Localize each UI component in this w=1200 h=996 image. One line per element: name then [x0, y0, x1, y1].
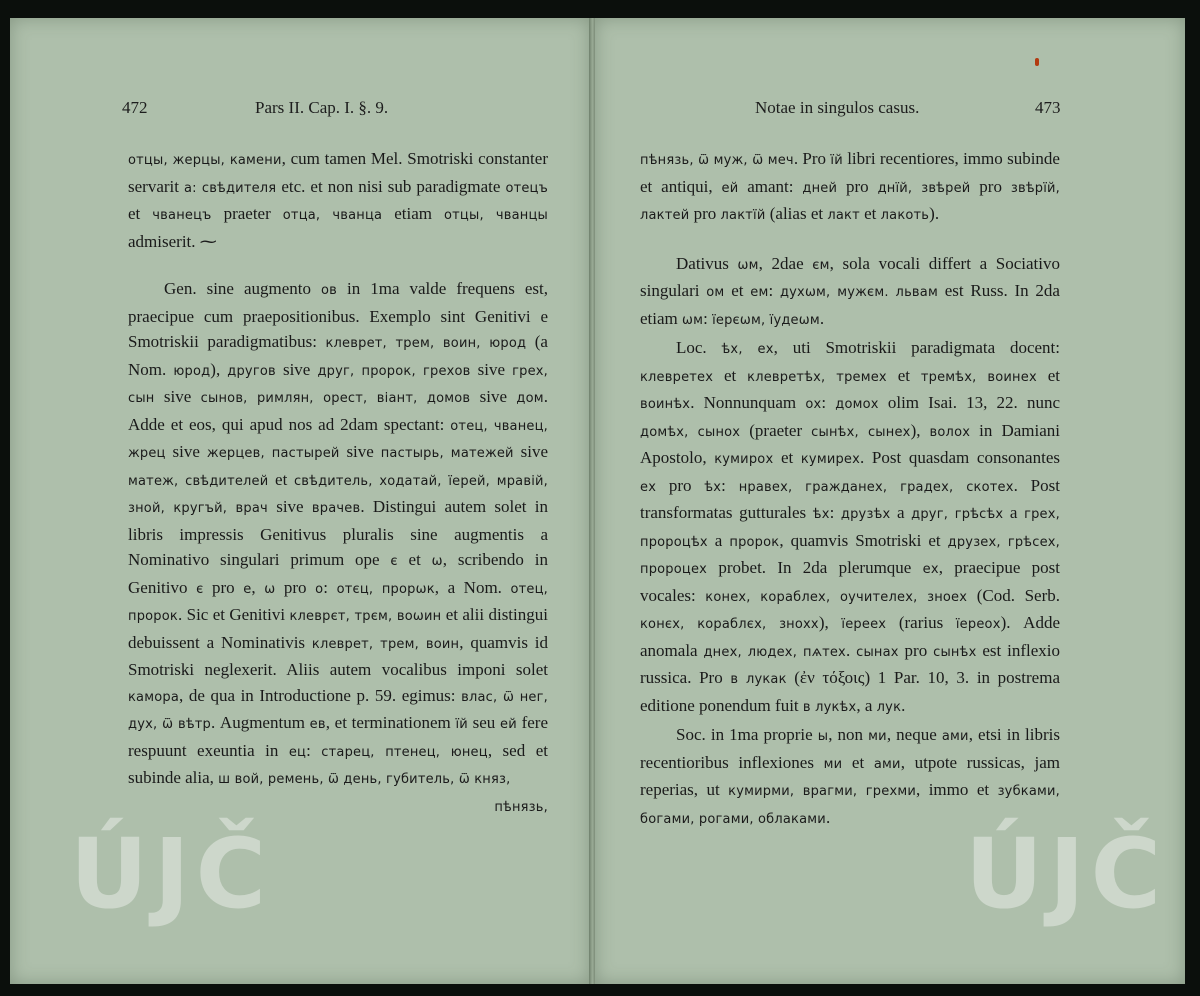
slavonic-text: ш вой, ремень, ѿ день, губитель, ѿ княз, — [218, 772, 511, 787]
latin-text: sive — [165, 442, 207, 461]
slavonic-text: клеврет, трем, воин, юрод — [325, 336, 527, 351]
slavonic-text: дней — [802, 180, 838, 196]
latin-text: ), — [910, 420, 930, 440]
slavonic-text: ец — [288, 744, 307, 760]
latin-text: sive — [275, 359, 318, 379]
latin-text: et — [842, 752, 874, 772]
latin-text: , etsi in libris recentioribus inflexiones — [640, 725, 1061, 772]
slavonic-text: є — [196, 581, 204, 597]
latin-text: pro — [837, 176, 878, 196]
right-paragraph — [640, 251, 1060, 334]
slavonic-text: жерцев, пастырей — [206, 446, 340, 461]
latin-text: : — [306, 740, 322, 760]
latin-text: ), — [818, 613, 842, 632]
latin-text: , uti Smotriskii paradigmata docent: — [773, 338, 1060, 357]
slavonic-text: ѣх — [704, 479, 722, 495]
latin-text: a — [707, 530, 730, 550]
slavonic-text: юрод — [173, 363, 211, 379]
slavonic-text: пѣнязь, ѿ муж, ѿ меч — [640, 153, 794, 168]
slavonic-text: ами — [941, 729, 969, 744]
slavonic-text: влас, ѿ нег, дух, ѿ вѣтр — [128, 689, 548, 732]
slavonic-text: конєх, кораблєх, знохх — [640, 617, 819, 632]
latin-text: fere respuunt exeuntia in — [128, 713, 548, 760]
running-head-right: Notae in singulos casus. — [755, 98, 920, 117]
latin-text: (praeter — [740, 420, 812, 440]
slavonic-text: лакт — [827, 208, 860, 223]
slavonic-text: ех — [640, 479, 657, 495]
slavonic-text: конех, кораблех, оучителех, зноех — [705, 589, 968, 605]
latin-text: : — [703, 308, 713, 328]
watermark-left: ÚJČ — [70, 818, 273, 930]
page-number-left: 472 — [122, 98, 148, 117]
latin-text: : — [721, 475, 739, 495]
slavonic-text: е — [243, 581, 252, 597]
slavonic-text: є — [390, 554, 398, 569]
left-paragraph — [128, 146, 548, 254]
slavonic-text: в лукак — [730, 672, 787, 687]
latin-text: pro — [898, 640, 934, 660]
latin-text: (ἐν τόξοις) 1 Par. 10, 3. in postrema editione ponendum fuit — [640, 668, 1060, 715]
latin-text: in Damiani Apostolo, — [640, 420, 1060, 467]
latin-text: . Post transformatas gutturales — [640, 475, 1060, 522]
latin-text: pro — [203, 577, 244, 597]
latin-text: . — [825, 807, 831, 827]
latin-text: : — [768, 281, 780, 300]
latin-text: pro — [656, 475, 705, 495]
latin-text: sive — [470, 359, 513, 379]
slavonic-text: камора — [128, 689, 179, 705]
slavonic-text: дом — [516, 391, 544, 406]
slavonic-text: отцы, чванцы — [444, 208, 548, 223]
slavonic-text: ѡм — [682, 312, 704, 328]
page-number-right: 473 — [1035, 98, 1061, 117]
slavonic-text: друзех, грѣсех, пророцех — [640, 534, 1061, 577]
left-page-body — [128, 146, 548, 820]
slavonic-text: тремѣх, воинех — [920, 369, 1037, 385]
slavonic-text: клеврет, трем, воин — [311, 636, 460, 652]
latin-text: praeter — [211, 204, 283, 223]
latin-text: in 1ma valde frequens est, praecipue cum praepositionibus. Exemplo sint Genitivi e Smotriskii paradigmatibus: — [128, 279, 548, 351]
slavonic-text: отец, пророк — [128, 581, 548, 624]
latin-text: pro — [275, 577, 316, 597]
slavonic-text: о — [315, 581, 324, 597]
slavonic-text: домѣх, сынох — [640, 424, 741, 440]
slavonic-text: днїй, звѣрей — [877, 180, 971, 196]
latin-text: , de qua in Introductione p. 59. egimus: — [179, 685, 462, 705]
slavonic-text: ем — [750, 285, 769, 300]
latin-text: , praecipue post vocales: — [640, 558, 1061, 605]
slavonic-text: чванецъ — [152, 208, 212, 223]
latin-text: . Post quasdam consonantes — [860, 448, 1060, 467]
slavonic-text: отец, чванец, жрец — [128, 418, 548, 461]
latin-text: est inflexio russica. Pro — [640, 640, 1061, 687]
latin-text: et — [128, 204, 153, 223]
slavonic-text: ев — [309, 717, 326, 732]
slavonic-text: їереох — [955, 617, 1001, 632]
latin-text: : — [829, 503, 841, 522]
latin-text: etc. et non nisi sub paradigmate — [276, 176, 506, 196]
latin-text: . Adde et eos, qui apud nos ad 2dam spectant: — [128, 387, 549, 434]
slavonic-text: ох — [805, 397, 822, 412]
latin-text: . Distingui autem solet in libris impressis Genitivus pluralis sine augmentis a Nominativo singulari primum ope — [128, 497, 549, 569]
latin-text: . — [845, 640, 857, 660]
latin-text: . Sic et Genitivi — [177, 605, 290, 624]
latin-text: . — [819, 308, 825, 328]
slavonic-text: кумирми, врагми, грехми — [728, 784, 917, 799]
ink-spot — [1035, 58, 1039, 66]
left-page — [10, 18, 590, 984]
latin-text: , 2dae — [758, 253, 813, 273]
slavonic-text: отецъ — [505, 180, 548, 196]
slavonic-text: отца, чванца — [282, 208, 383, 223]
latin-text: a — [1003, 503, 1025, 522]
slavonic-text: ѡ — [431, 554, 443, 569]
latin-text: Gen. sine augmento — [164, 279, 321, 298]
slavonic-text: лактїй — [720, 208, 766, 223]
latin-text: est Russ. In 2da etiam — [640, 281, 1060, 328]
latin-text: et — [713, 365, 748, 385]
latin-text: ). — [929, 204, 940, 223]
latin-text: , quamvis id Smotriski neglexerit. Aliis autem vocalibus imponi solet — [128, 632, 548, 679]
latin-text: , quamvis Smotriski et — [779, 530, 948, 550]
latin-text: . — [901, 695, 906, 715]
latin-text: sive — [470, 387, 517, 406]
latin-text: . Augmentum — [210, 713, 310, 732]
latin-text: et alii distingui debuissent a Nominativis — [128, 605, 548, 652]
slavonic-text: сынов, римлян, орест, віант, домов — [200, 391, 471, 406]
slavonic-text: ѡм — [737, 257, 759, 273]
slavonic-text: клевретѣх, тремех — [747, 369, 887, 385]
latin-text: admiserit. ⁓ — [128, 231, 217, 251]
latin-text: , a Nom. — [434, 577, 511, 597]
left-paragraph — [128, 793, 548, 821]
latin-text: , immo et — [916, 780, 998, 799]
slavonic-text: отєц, прорѡк — [336, 581, 435, 597]
latin-text: olim Isai. 13, 22. nunc — [878, 393, 1060, 412]
latin-text: sive — [513, 442, 548, 461]
slavonic-text: ми — [868, 729, 887, 744]
latin-text: (rarius — [886, 613, 956, 632]
slavonic-text: ов — [321, 283, 338, 298]
latin-text: pro — [970, 176, 1011, 196]
slavonic-text: звѣрїй, лактей — [640, 180, 1060, 223]
latin-text: sive — [267, 497, 312, 516]
slavonic-text: воинѣх — [640, 397, 691, 412]
slavonic-text: лук — [876, 699, 902, 715]
slavonic-text: грех, пророцѣх — [640, 507, 1060, 550]
slavonic-text: ех — [922, 562, 939, 577]
latin-text: amant: — [738, 176, 803, 196]
slavonic-text: ы — [817, 729, 829, 744]
slavonic-text: пророк — [729, 534, 780, 550]
latin-text: Soc. in 1ma proprie — [676, 725, 818, 744]
slavonic-text: сынах — [856, 644, 899, 660]
latin-text: pro — [689, 204, 721, 223]
latin-text: , a — [856, 695, 877, 715]
latin-text: (a Nom. — [128, 332, 548, 379]
latin-text: et — [724, 281, 751, 300]
latin-text: , neque — [886, 725, 942, 744]
latin-text: seu — [467, 713, 501, 732]
slavonic-text: їереех — [841, 617, 887, 632]
latin-text: , et terminationem — [325, 713, 456, 732]
slavonic-text: клеврєт, трєм, воѡин — [289, 609, 442, 624]
slavonic-text: друг, пророк, грехов — [317, 363, 471, 379]
slavonic-text: пѣнязь, — [494, 799, 548, 815]
latin-text: , sola vocali differt a Sociativo singulari — [640, 253, 1061, 300]
slavonic-text: домох — [835, 397, 879, 412]
right-page — [595, 18, 1185, 984]
slavonic-text: а: свѣдителя — [184, 180, 277, 196]
slavonic-text: отцы, жерцы, камени — [128, 153, 282, 168]
latin-text: sive — [154, 387, 201, 406]
right-paragraph — [640, 146, 1060, 229]
latin-text: et — [773, 448, 801, 467]
slavonic-text: матеж, свѣдителей — [128, 473, 269, 489]
latin-text: sive — [339, 442, 381, 461]
slavonic-text: сынѣх, сынех — [811, 424, 911, 440]
latin-text: , non — [828, 725, 869, 744]
slavonic-text: клевретех — [640, 369, 714, 385]
latin-text: et — [859, 204, 881, 223]
latin-text: Loc. — [676, 338, 722, 357]
latin-text: (alias et — [765, 204, 828, 223]
slavonic-text: грех, сын — [128, 363, 549, 406]
latin-text: , cum tamen Mel. Smotriski constanter servarit — [128, 149, 548, 196]
latin-text: ), — [210, 359, 228, 379]
slavonic-text: їй — [830, 153, 843, 168]
slavonic-text: ей — [500, 717, 517, 732]
latin-text: libri recentiores, immo subinde et antiqui, — [640, 149, 1060, 196]
slavonic-text: другов — [227, 363, 276, 379]
slavonic-text: ами — [873, 756, 901, 772]
slavonic-text: кумирех — [800, 452, 861, 467]
slavonic-text: свѣдитель, ходатай, їерей, мравій, зной, кругъй, врач — [128, 473, 548, 516]
latin-text: , utpote russicas, jam reperias, ut — [640, 752, 1060, 799]
latin-text: et — [886, 365, 921, 385]
latin-text: ). Adde anomala — [640, 613, 1060, 660]
running-head-left: Pars II. Cap. I. §. 9. — [255, 98, 389, 117]
latin-text: probet. In 2da plerumque — [707, 558, 923, 577]
latin-text: Dativus — [676, 253, 738, 273]
slavonic-text: днех, людех, пѧтех — [703, 644, 846, 660]
slavonic-text: друг, грѣсѣх — [911, 507, 1004, 522]
slavonic-text: лакоть — [880, 208, 930, 223]
slavonic-text: ей — [721, 180, 739, 196]
latin-text: et — [1036, 365, 1060, 385]
right-paragraph — [640, 722, 1060, 832]
slavonic-text: єм — [812, 257, 830, 273]
slavonic-text: ѣх — [812, 507, 830, 522]
slavonic-text: ом — [706, 285, 725, 300]
latin-text: : — [323, 577, 337, 597]
latin-text: , sed et subinde alia, — [128, 740, 548, 787]
slavonic-text: волох — [929, 424, 971, 440]
latin-text: etiam — [382, 204, 444, 223]
right-paragraph — [640, 335, 1060, 720]
latin-text: , — [251, 577, 265, 597]
slavonic-text: ѣх, ех — [721, 342, 774, 357]
slavonic-text: їй — [455, 717, 468, 732]
slavonic-text: пастырь, матежей — [380, 446, 514, 461]
latin-text: . Nonnunquam — [690, 393, 806, 412]
slavonic-text: сынѣх — [933, 644, 977, 660]
slavonic-text: в лукѣх — [802, 699, 857, 715]
slavonic-text: старец, птенец, юнец — [321, 744, 488, 760]
latin-text: et — [397, 550, 432, 569]
slavonic-text: зубками, богами, рогами, облаками — [640, 784, 1060, 827]
left-paragraph — [128, 276, 548, 793]
slavonic-text: їерєѡм, їудеѡм — [712, 312, 820, 328]
slavonic-text: кумирох — [714, 452, 774, 467]
latin-text: : — [821, 393, 836, 412]
latin-text: a — [890, 503, 912, 522]
slavonic-text: ѡ — [264, 581, 276, 597]
watermark-right: ÚJČ — [965, 818, 1168, 930]
latin-text: et — [268, 469, 294, 489]
latin-text: , scribendo in Genitivo — [128, 550, 548, 597]
slavonic-text: друзѣх — [840, 507, 891, 522]
slavonic-text: ми — [823, 756, 843, 772]
right-page-body — [640, 146, 1060, 832]
slavonic-text: духѡм, мужєм. львам — [779, 285, 938, 300]
slavonic-text: нравех, гражданех, градех, скотех — [738, 479, 1014, 495]
latin-text: (Cod. Serb. — [967, 585, 1060, 605]
latin-text: . Pro — [793, 149, 831, 168]
slavonic-text: врачев — [311, 501, 361, 516]
